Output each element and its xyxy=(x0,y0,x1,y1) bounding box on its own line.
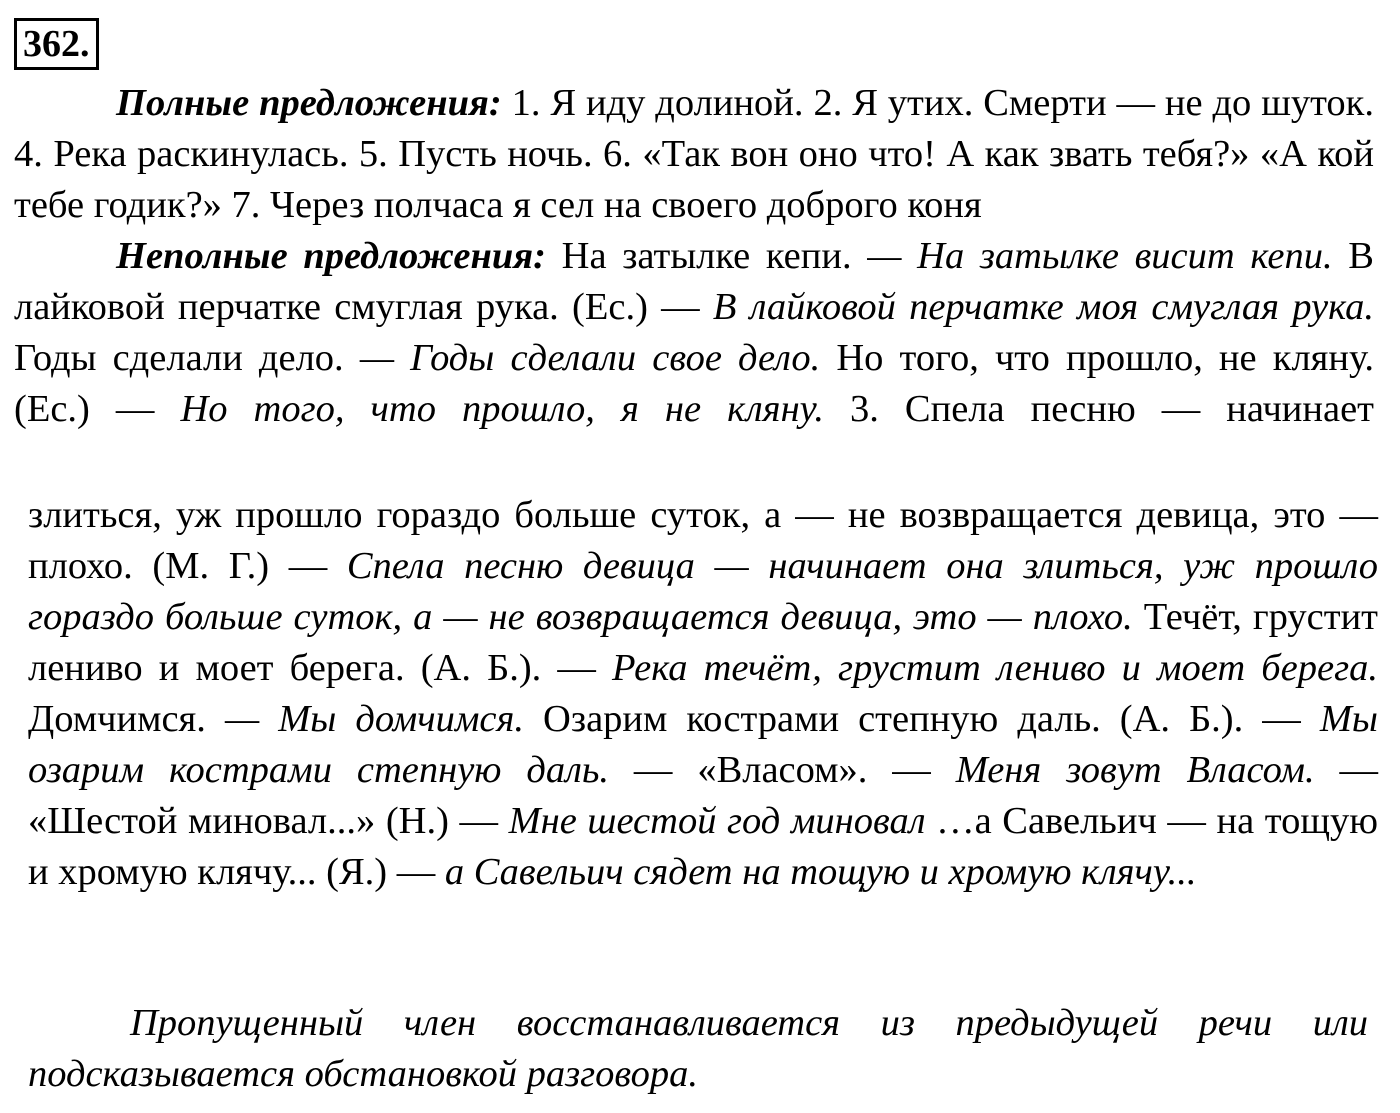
complete-sentences-text: 1. Я иду долиной. 2. Я утих. Смерти — не до шуток. 4. Река раскинулась. 5. Пусть ночь. 6. «Так вон оно что! А как звать тебя?» «А кой тебе годик?» 7. Через полчаса я сел на своего доброго коня xyxy=(14,82,1374,226)
incomplete-sentences-heading: Неполные предложения: xyxy=(116,235,546,277)
sentence-text: Течёт, грустит лениво и моет берега. (А. Б.). — xyxy=(28,596,1379,689)
restored-sentence: В лайковой перчатке моя смуглая рука. xyxy=(712,286,1375,328)
restored-sentence: — Годы сделали свое дело. xyxy=(359,337,821,379)
sentence-text: — «Власом». — xyxy=(609,749,956,791)
sentence-text: Озарим кострами степную даль. (А. Б.). — xyxy=(524,698,1320,740)
restored-sentence: Мне шестой год миновал xyxy=(508,800,926,842)
sentence-text: В лайковой перчатке смуглая рука. (Ес.) — xyxy=(14,235,1374,328)
sentence-text: На затылке кепи. xyxy=(545,235,868,277)
restored-sentence: Спела песню девица — начинает она злиться, уж прошло гораздо больше суток, а — не возвращается девица, это — плохо. xyxy=(28,545,1379,638)
exercise-number: 362. xyxy=(14,18,99,70)
restored-sentence: Меня зовут Власом. xyxy=(955,749,1315,791)
continuation-paragraph xyxy=(28,490,1378,898)
restored-sentence: Но того, что прошло, я не кляну. xyxy=(180,388,824,430)
restored-sentence: — На затылке висит кепи. xyxy=(867,235,1333,277)
answer-block-top xyxy=(14,78,1374,435)
sentence-text: 3. Спела песню — начинает xyxy=(823,388,1375,430)
sentence-text: …а Савельич — на тощую и хромую клячу... (Я.) — xyxy=(28,800,1378,893)
sentence-text: Годы сделали дело. xyxy=(14,337,360,379)
restored-sentence: а Савельич сядет на тощую и хромую клячу... xyxy=(444,851,1197,893)
sentence-text: Но того, что прошло, не кляну. (Ес.) — xyxy=(14,337,1374,430)
conclusion-text: Пропущенный член восстанавливается из предыдущей речи или подсказывается обстановкой разговора. xyxy=(28,1002,1368,1095)
restored-sentence: — Мы домчимся. xyxy=(224,698,525,740)
answer-block-continuation xyxy=(28,490,1378,898)
sentence-text: — «Шестой миновал...» (Н.) — xyxy=(28,749,1379,842)
restored-sentence: Мы озарим кострами степную даль. xyxy=(28,698,1378,791)
sentence-text: Домчимся. xyxy=(28,698,225,740)
complete-sentences-paragraph xyxy=(14,78,1374,231)
sentence-text: злиться, уж прошло гораздо больше суток, а — не возвращается девица, это — плохо. (М. Г.) — xyxy=(28,494,1378,587)
conclusion-block xyxy=(28,998,1368,1100)
complete-sentences-heading: Полные предложения: xyxy=(116,82,502,124)
restored-sentence: Река течёт, грустит лениво и моет берега. xyxy=(612,647,1378,689)
incomplete-sentences-paragraph xyxy=(14,231,1374,435)
